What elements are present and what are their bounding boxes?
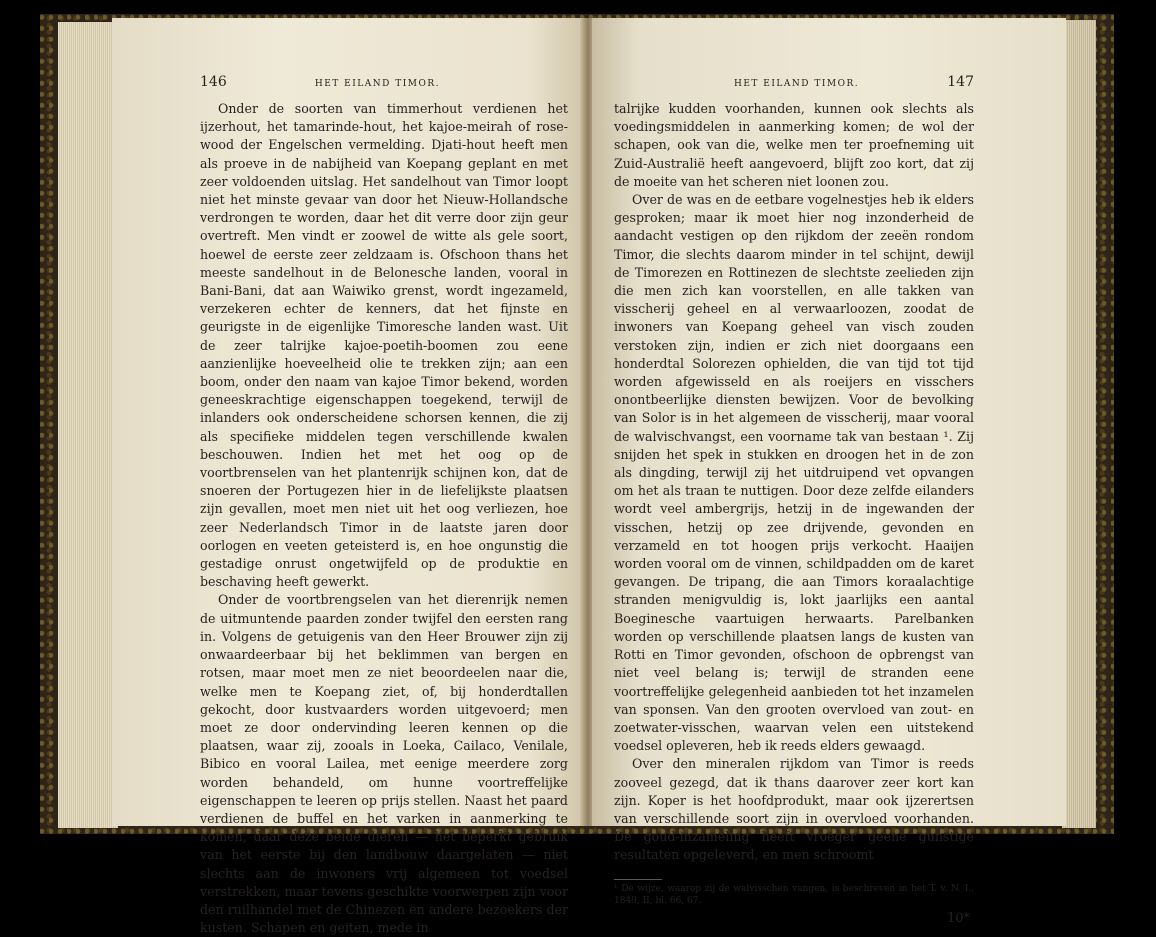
paragraph: Over den mineralen rijkdom van Timor is reeds zooveel gezegd, dat ik thans daarover zeer kort kan zijn. Koper is het hoofdprodukt, maar ook ijzerertsen van verschillende soort zijn in overvloed voorhanden. De goud-inzameling heeft vroeger geene gunstige resultaten opgeleverd, en men schroomt — [614, 756, 974, 863]
right-page-edges — [1062, 20, 1096, 828]
signature-mark: 10* — [946, 910, 970, 926]
right-page — [592, 18, 1066, 926]
paragraph: talrijke kudden voorhanden, kunnen ook slechts als voedingsmiddelen in aanmerking komen; de wol der schapen, ook van die, welke men ter proefneming uit Zuid-Australië heeft aangevoerd, blijft zoo kort, dat zij de moeite van het scheren niet loonen zou. — [614, 101, 974, 189]
right-page-number: 147 — [947, 74, 974, 90]
left-page — [112, 18, 586, 936]
paragraph: Onder de voortbrengselen van het dierenrijk nemen de uitmuntende paarden zonder twijfel den eersten rang in. Volgens de getuigenis van den Heer Brouwer zijn zij onwaardeerbaar bij het beklimmen van bergen en rotsen, maar moet men ze niet beoordeelen naar die, welke men te Koepang ziet, of, bij honderdtallen gekocht, door kustvaarders worden uitgevoerd; men moet ze door ondervinding leeren kennen op die plaatsen, waar zij, zooals in Loeka, Cailaco, Venilale, Bibico en vooral Lailea, met eenige meerdere zorg worden behandeld, om hunne voortreffelijke eigenschappen te leeren op prijs stellen. Naast het paard verdienen de buffel en het varken in aanmerking te komen, daar deze beide dieren — het beperkt gebruik van het eerste bij den landbouw daargelaten — niet slechts aan de inwoners vrij algemeen tot voedsel verstrekken, maar tevens geschikte voorwerpen zijn voor den ruilhandel met de Chinezen en andere bezoekers der kusten. Schapen en geiten, mede in — [200, 592, 568, 936]
left-running-head: HET EILAND TIMOR. — [314, 79, 440, 89]
left-page-body — [200, 100, 568, 937]
left-page-number: 146 — [200, 74, 227, 90]
right-running-head: HET EILAND TIMOR. — [734, 79, 860, 89]
right-page-body — [614, 100, 974, 865]
paragraph: Over de was en de eetbare vogelnestjes heb ik elders gesproken; maar ik moet hier nog inzonderheid de aandacht vestigen op den rijkdom der zeeën rondom Timor, die slechts daarom minder in tel schijnt, dewijl de Timorezen en Rottinezen de slechtste zeelieden zijn die men zich kan voorstellen, en alle takken van visscherij geheel en al verwaarloozen, zoodat de inwoners van Koepang geheel van visch zouden verstoken zijn, indien er zich niet doorgaans een honderdtal Solorezen ophielden, die van tijd tot tijd worden afgewisseld en als roeijers en visschers onontbeerlijke diensten bewijzen. Voor de bevolking van Solor is in het algemeen de visscherij, maar vooral de walvischvangst, een voorname tak van bestaan ¹. Zij snijden het spek in stukken en droogen het in de zon als dingding, terwijl zij het uitdruipend vet opvangen om het als traan te nuttigen. Door deze zelfde eilanders wordt veel ambergrijs, hetzij in de ingewanden der visschen, hetzij op zee drijvende, gevonden en verzameld en tot hoogen prijs verkocht. Haaijen worden vooral om de vinnen, schildpadden om de karet gevangen. De tripang, die aan Timors koraalachtige stranden menigvuldig is, lokt jaarlijks een aantal Boeginesche vaartuigen herwaarts. Parelbanken worden op verschillende plaatsen langs de kusten van Rotti en Timor gevonden, ofschoon de opbrengst van niet veel belang is; terwijl de stranden eene voortreffelijke gelegenheid aanbieden tot het inzamelen van sponsen. Van den grooten overvloed van zout- en zoetwater-visschen, waarvan velen een uitstekend voedsel opleveren, heb ik reeds elders gewaagd. — [614, 192, 974, 754]
left-page-header — [200, 74, 568, 100]
paragraph: Onder de soorten van timmerhout verdienen het ijzerhout, het tamarinde-hout, het kajoe-meirah of rose-wood der Engelschen vermelding. Djati-hout heeft men als proeve in de nabijheid van Koepang geplant en met zeer voldoenden uitslag. Het sandelhout van Timor loopt niet het minste gevaar van door het Nieuw-Hollandsche verdrongen te worden, daar het dit verre door zijn geur overtreft. Men vindt er zoowel de witte als gele soort, hoewel de eerste zeer zeldzaam is. Ofschoon thans het meeste sandelhout in de Belonesche landen, vooral in Bani-Bani, dat aan Waiwiko grenst, wordt ingezameld, verzekeren echter de kenners, dat het fijnste en geurigste in de eigenlijke Timoresche landen wast. Uit de zeer talrijke kajoe-poetih-boomen zou eene aanzienlijke hoeveelheid olie te trekken zijn; aan een boom, onder den naam van kajoe Timor bekend, worden geneeskrachtige eigenschappen toegekend, terwijl de inlanders ook onderscheidene schorsen kennen, die zij als specifieke middelen tegen verschillende kwalen beschouwen. Indien het met het oog op de voortbrenselen van het plantenrijk schijnen kon, dat de snoeren der Portugezen hier in de liefelijkste plaatsen zijn gevallen, moet men niet uit het oog verliezen, hoe zeer Nederlandsch Timor in de laatste jaren door oorlogen en veeten geteisterd is, en hoe ongunstig die gestadige onrust ongetwijfeld op de produktie en beschaving heeft gewerkt. — [200, 101, 568, 590]
footnote-rule — [614, 879, 662, 880]
left-page-edges — [58, 22, 118, 828]
right-page-header — [614, 74, 974, 100]
footnote: ¹ De wijze, waarop zij de walvisschen vangen, is beschreven in het T. v. N. I., 1849, II, bl. 66, 67. — [614, 883, 974, 906]
